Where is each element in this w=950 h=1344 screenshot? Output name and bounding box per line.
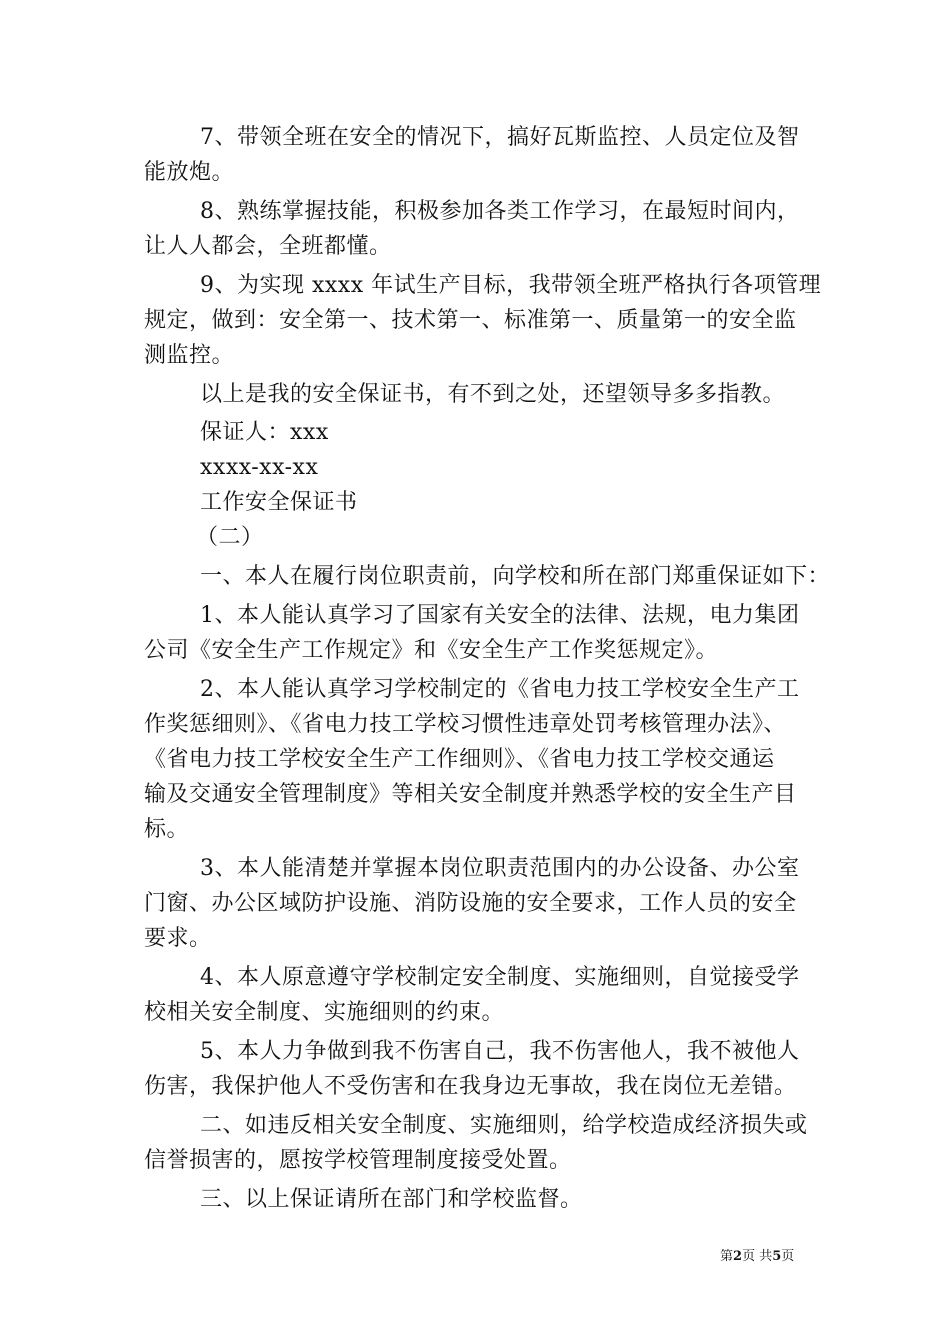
footer-middle: 页 共 <box>742 1249 773 1264</box>
paragraph-line: 测监控。 <box>144 343 235 368</box>
signatory-line: 保证人：xxx <box>200 420 329 445</box>
paragraph-line: 4、本人原意遵守学校制定安全制度、实施细则，自觉接受学 <box>200 965 800 990</box>
page-footer <box>720 1249 794 1265</box>
section-title: 工作安全保证书 <box>200 490 358 515</box>
paragraph-line: 规定，做到：安全第一、技术第一、标准第一、质量第一的安全监 <box>144 308 797 333</box>
paragraph-line: 标。 <box>144 817 190 842</box>
paragraph-line: 作奖惩细则》、《省电力技工学校习惯性违章处罚考核管理办法》、 <box>144 712 787 737</box>
paragraph-line: 伤害，我保护他人不受伤害和在我身边无事故，我在岗位无差错。 <box>144 1074 797 1099</box>
paragraph-line: 公司《安全生产工作规定》和《安全生产工作奖惩规定》。 <box>144 638 719 663</box>
footer-prefix: 第 <box>720 1249 734 1264</box>
paragraph-line: 要求。 <box>144 926 212 951</box>
paragraph-line: 校相关安全制度、实施细则的约束。 <box>144 1000 505 1025</box>
paragraph-line: 输及交通安全管理制度》等相关安全制度并熟悉学校的安全生产目 <box>144 782 797 807</box>
paragraph-line: 3、本人能清楚并掌握本岗位职责范围内的办公设备、办公室 <box>200 856 800 881</box>
paragraph-line: 5、本人力争做到我不伤害自己，我不伤害他人，我不被他人 <box>200 1039 800 1064</box>
paragraph-line: 门窗、办公区域防护设施、消防设施的安全要求，工作人员的安全 <box>144 891 797 916</box>
paragraph-line: 《省电力技工学校安全生产工作细则》、《省电力技工学校交通运 <box>144 747 775 772</box>
paragraph-line: 让人人都会，全班都懂。 <box>144 234 392 259</box>
total-page-number: 5 <box>772 1249 782 1264</box>
paragraph-line: 1、本人能认真学习了国家有关安全的法律、法规，电力集团 <box>200 603 800 628</box>
footer-suffix: 页 <box>781 1249 795 1264</box>
paragraph-line: 9、为实现 xxxx 年试生产目标，我带领全班严格执行各项管理 <box>200 273 822 298</box>
paragraph-line: 二、如违反相关安全制度、实施细则，给学校造成经济损失或 <box>200 1113 808 1138</box>
paragraph-line: 7、带领全班在安全的情况下，搞好瓦斯监控、人员定位及智 <box>200 125 800 150</box>
paragraph-line: 8、熟练掌握技能，积极参加各类工作学习，在最短时间内， <box>200 199 800 224</box>
section-number: （二） <box>196 525 264 550</box>
paragraph-line: 一、本人在履行岗位职责前，向学校和所在部门郑重保证如下： <box>200 564 831 589</box>
paragraph-line: 能放炮。 <box>144 160 235 185</box>
paragraph-line: 信誉损害的，愿按学校管理制度接受处置。 <box>144 1148 572 1173</box>
paragraph-line: 2、本人能认真学习学校制定的《省电力技工学校安全生产工 <box>200 677 800 702</box>
current-page-number: 2 <box>733 1249 743 1264</box>
paragraph-line: 以上是我的安全保证书，有不到之处，还望领导多多指教。 <box>200 382 786 407</box>
date-line: xxxx-xx-xx <box>200 455 319 480</box>
paragraph-line: 三、以上保证请所在部门和学校监督。 <box>200 1187 583 1212</box>
